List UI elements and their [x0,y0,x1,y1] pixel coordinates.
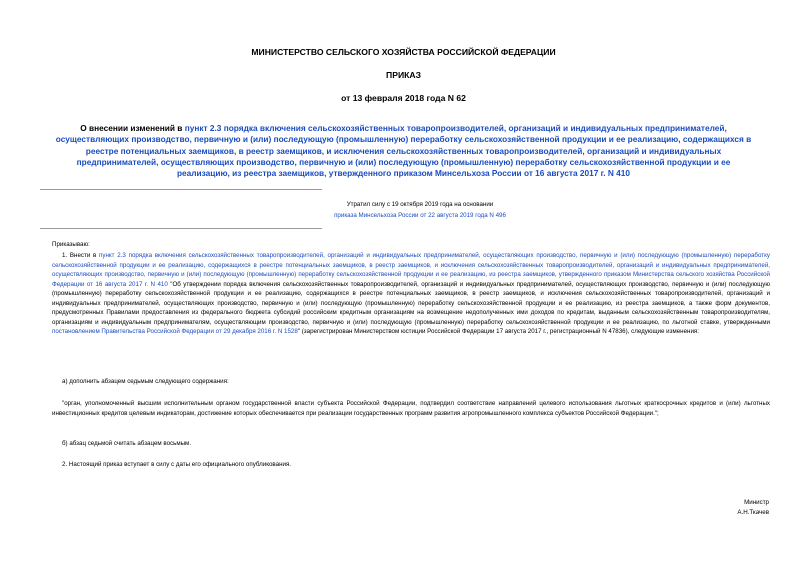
paragraph-1 [52,251,770,337]
p1-link-point[interactable]: пункт 2.3 порядка включения сельскохозяйственных товаропроизводителей, организаций и индивидуальных предпринимателей, осуществляющих производство, первичную и (или) последующую (промышленную) переработку сельскохозяйственной продукции и ее реализацию, содержащихся в реестре потенциальных заемщиков, в реестр заемщиков, и исключения сельскохозяйственных товаропроизводителей, организаций и индивидуальных предпринимателей, осуществляющих производство, первичную и (или) последующую (промышленную) переработку сельскохозяйственной продукции и ее реализацию, из реестра заемщиков, утвержденного [52,252,770,278]
p1-suffix: " (зарегистрирован Министерством юстиции Российской Федерации 17 августа 2017 г., регистрационный N 47836), следующие изменения: [297,328,699,335]
paragraph-2: 2. Настоящий приказ вступает в силу с даты его официального опубликования. [62,461,292,468]
order-word: Приказываю: [52,241,90,248]
p1-link-order[interactable]: приказом Министерства сельского хозяйства Российской Федерации от 16 августа 2017 г. N 410 [52,271,770,288]
status-text: Утратил силу с 19 октября 2019 года на основании [346,201,494,208]
divider-bottom [40,228,322,229]
ministry-heading: МИНИСТЕРСТВО СЕЛЬСКОГО ХОЗЯЙСТВА РОССИЙСКОЙ ФЕДЕРАЦИИ [251,47,556,57]
document-title [52,123,755,179]
item-a: а) дополнить абзацем седьмым следующего содержания: [62,378,229,385]
divider-top [40,189,322,190]
p1-link-resolution[interactable]: постановлением Правительства Российской Федерации от 29 декабря 2016 г. N 1528 [52,328,298,335]
signature-name: А.Н.Ткачев [737,509,769,516]
status-note [300,201,540,219]
p1-prefix: 1. Внести в [62,252,100,259]
signature-title: Министр [744,499,769,506]
document-type: ПРИКАЗ [386,70,421,80]
status-link[interactable]: приказа Минсельхоза России от 22 августа 2019 года N 496 [334,212,506,219]
item-b: б) абзац седьмой считать абзацем восьмым. [62,440,192,447]
title-prefix: О внесении изменений в [80,123,185,133]
document-date: от 13 февраля 2018 года N 62 [341,93,466,103]
title-link-point[interactable]: пункт 2.3 порядка включения сельскохозяйственных товаропроизводителей, организаций и индивидуальных предпринимателей, осуществляющих производство, первичную и (или) последующую (промышленную) переработку сельскохозяйственной продукции и ее реализацию, содержащихся в реестре потенциальных заемщиков, в реестр заемщиков, и исключения сельскохозяйственных товаропроизводителей, организаций и индивидуальных предпринимателей, осуществляющих производство, первичную и (или) последующую (промышленную) переработку сельскохозяйственной продукции и ее реализацию, из реестра заемщиков, утвержденного [55,123,752,179]
signature-block [737,498,769,518]
quote-text: "орган, уполномоченный высшим исполнительным органом государственной власти субъекта Российской Федерации, подтвердил соответствие направлений целевого использования льготных краткосрочных кредитов и (или) льготных инвестиционных кредитов целевым индикаторам, достижение которых обеспечивается при реализации государственных программ развития агропромышленного комплекса субъектов Российской Федерации."; [52,400,770,417]
title-link-order[interactable]: приказом Минсельхоза России от 16 августа 2017 г. N 410 [393,168,631,179]
p1-middle: "Об утверждении порядка включения сельскохозяйственных товаропроизводителей, организаций и индивидуальных предпринимателей, осуществляющих производство, первичную и (или) последующую (промышленную) переработку сельскохозяйственной продукции и ее реализацию, содержащихся в реестре потенциальных заемщиков, в реестр заемщиков, и исключения сельскохозяйственных товаропроизводителей, организаций и индивидуальных предпринимателей, осуществляющих производство, первичную и (или) последующую (промышленную) переработку сельскохозяйственной продукции и ее реализацию, из реестра заемщиков, а также форм документов, предусмотренных Правилами предоставления из федерального бюджета субсидий российским кредитным организациям на возмещение недополученных ими доходов по кредитам, выданным сельскохозяйственным товаропроизводителям, организациям и индивидуальным предпринимателям, осуществляющим производство, первичную и (или) последующую (промышленную) переработку сельскохозяйственной продукции и ее реализацию, по льготной ставке, утвержденными [52,280,770,326]
